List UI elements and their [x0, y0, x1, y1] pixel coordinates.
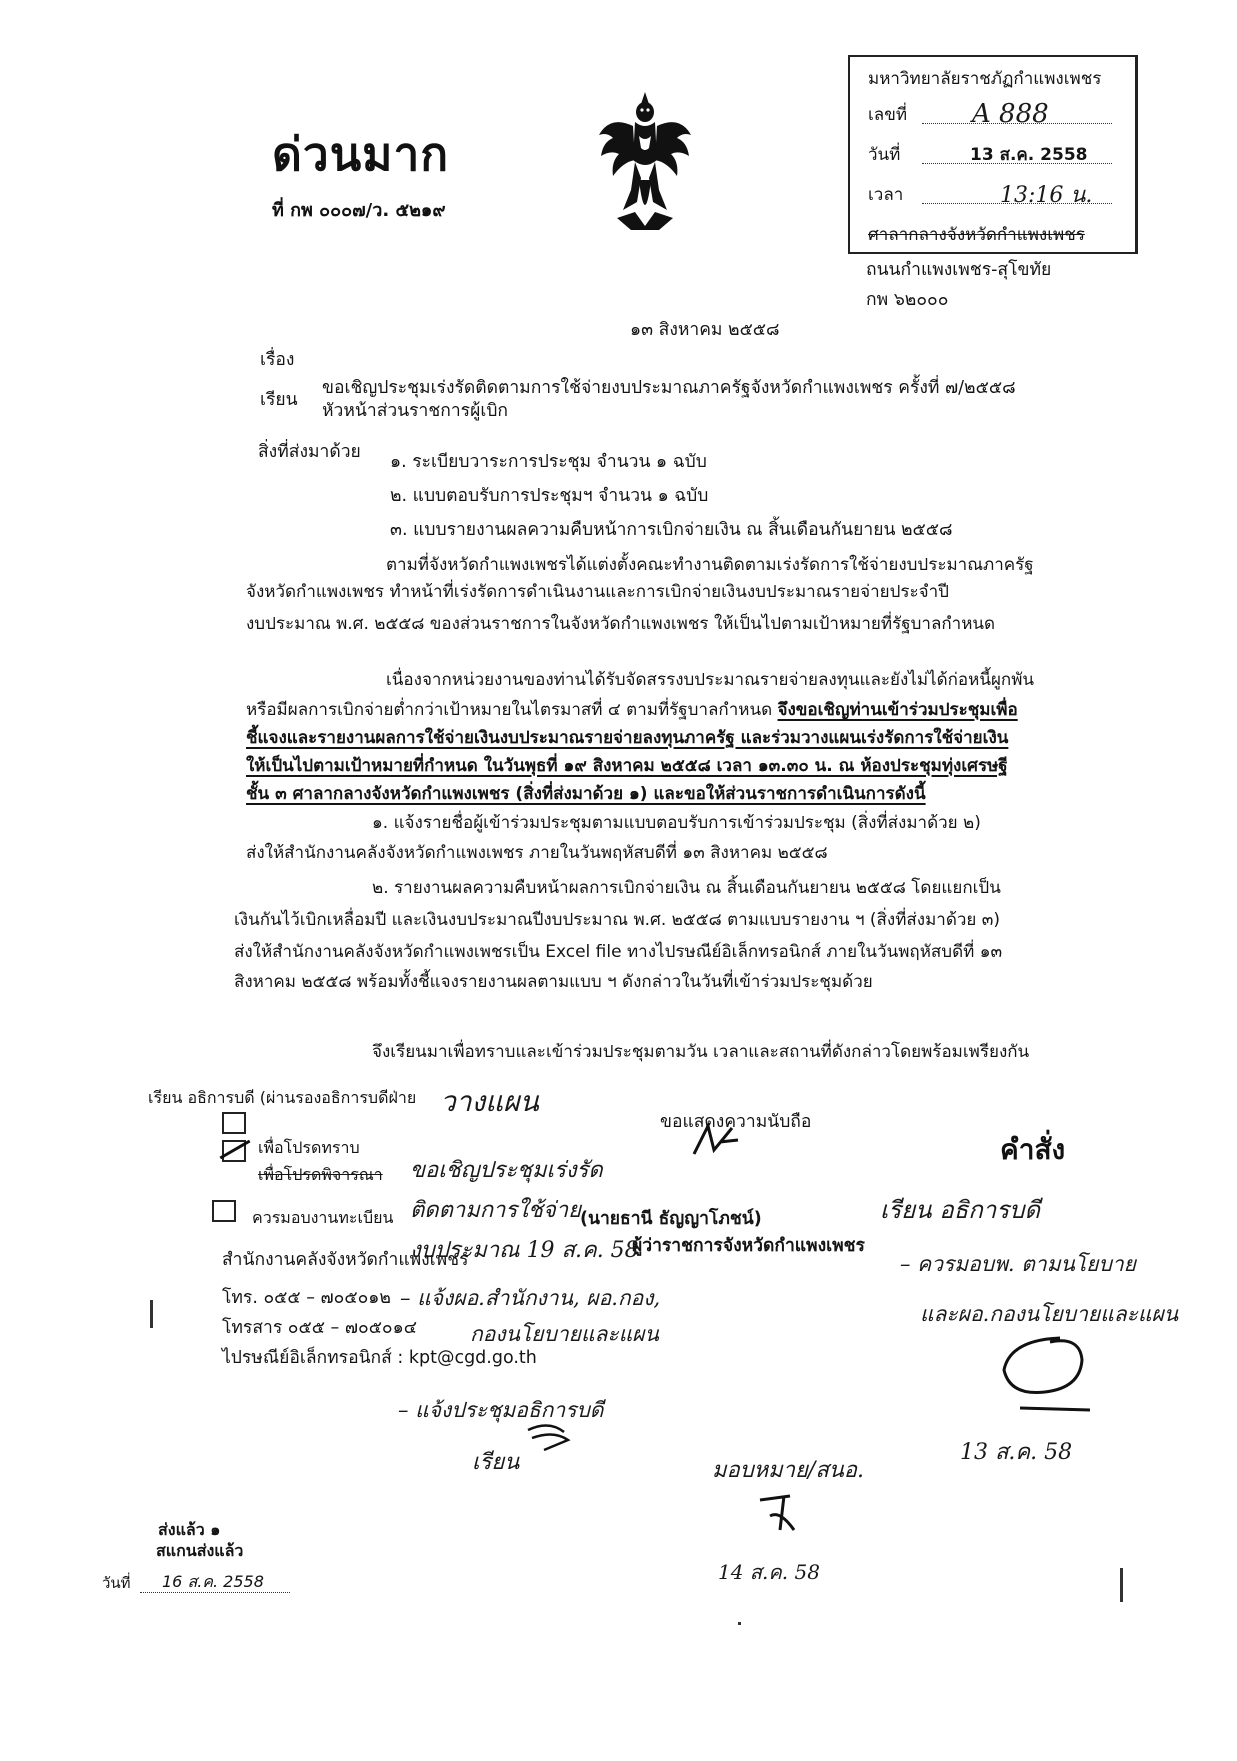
sender-postcode: กพ ๖๒๐๐๐: [866, 290, 949, 310]
stamp-time-value: 13:16 น.: [1000, 183, 1093, 208]
para1-line: งบประมาณ พ.ศ. ๒๕๕๘ ของส่วนราชการในจังหวัดกำแพงเพชร ให้เป็นไปตามเป้าหมายที่รัฐบาลกำหนด: [246, 614, 996, 634]
enclosures-label: สิ่งที่ส่งมาด้วย: [258, 442, 361, 462]
filing-date-value: 16 ส.ค. 2558: [162, 1572, 264, 1591]
stamp-date-value: 13 ส.ค. 2558: [970, 145, 1088, 165]
stamp-time-label: เวลา: [868, 185, 904, 205]
handwritten-note: – แจ้งประชุมอธิการบดี: [398, 1398, 604, 1422]
option-checkbox-acknowledge[interactable]: [222, 1112, 246, 1134]
handwritten-note: 14 ส.ค. 58: [718, 1560, 820, 1584]
option-label: เพื่อโปรดพิจารณา: [258, 1165, 383, 1184]
to-text: หัวหน้าส่วนราชการผู้เบิก: [322, 401, 509, 421]
filing-note: สแกนส่งแล้ว: [156, 1541, 244, 1560]
command-line: – ควรมอบพ. ตามนโยบาย: [900, 1252, 1136, 1276]
stamp-number-value: A 888: [972, 99, 1049, 129]
para2-line: ให้เป็นไปตามเป้าหมายที่กำหนด ในวันพุธที่ ๑๙ สิงหาคม ๒๕๕๘ เวลา ๑๓.๓๐ น. ณ ห้องประชุมทุ่งเศรษฐี: [246, 756, 1008, 776]
letter-date: ๑๓ สิงหาคม ๒๕๕๘: [630, 320, 780, 340]
command-line: และผอ.กองนโยบายและแผน: [920, 1302, 1179, 1326]
option-label: ควรมอบงานทะเบียน: [252, 1208, 394, 1227]
handwritten-dept: วางแผน: [440, 1085, 539, 1118]
contact-phone: โทร. ๐๕๕ – ๗๐๕๐๑๒: [222, 1288, 391, 1308]
action2-line: ส่งให้สำนักงานคลังจังหวัดกำแพงเพชรเป็น Excel file ทางไปรษณีย์อิเล็กทรอนิกส์ ภายในวันพฤหัสบดีที่ ๑๓: [234, 942, 1003, 962]
handwritten-note: ขอเชิญประชุมเร่งรัด: [410, 1158, 603, 1183]
garuda-emblem-icon: [595, 90, 695, 235]
handwritten-note: ติดตามการใช้จ่าย: [410, 1198, 582, 1223]
scan-artifact: [150, 1300, 153, 1328]
command-date: 13 ส.ค. 58: [960, 1440, 1073, 1465]
handwritten-note: งบประมาณ 19 ส.ค. 58: [410, 1238, 639, 1263]
signatory-name: (นายธานี ธัญญาโภชน์): [580, 1209, 762, 1229]
regards-line: ขอแสดงความนับถือ: [660, 1112, 812, 1132]
action1-line: ส่งให้สำนักงานคลังจังหวัดกำแพงเพชร ภายในวันพฤหัสบดีที่ ๑๓ สิงหาคม ๒๕๕๘: [246, 843, 828, 863]
stamp-organization: มหาวิทยาลัยราชภัฏกำแพงเพชร: [868, 69, 1102, 89]
subject-text: ขอเชิญประชุมเร่งรัดติดตามการใช้จ่ายงบประมาณภาครัฐจังหวัดกำแพงเพชร ครั้งที่ ๗/๒๕๕๘: [322, 378, 1016, 398]
meeting-invitation-emphasis: จึงขอเชิญท่านเข้าร่วมประชุมเพื่อ: [777, 700, 1018, 720]
handwritten-note: มอบหมาย/สนอ.: [712, 1458, 865, 1483]
urgency-heading: ด่วนมาก: [272, 127, 450, 181]
action2-line: เงินกันไว้เบิกเหลื่อมปี และเงินงบประมาณปีงบประมาณ พ.ศ. ๒๕๕๘ ตามแบบรายงาน ฯ (สิ่งที่ส่งมาด้วย ๓): [234, 910, 1001, 930]
document-number: ที่ กพ ๐๐๐๗/ว. ๕๒๑๙: [272, 200, 446, 221]
para2-line: เนื่องจากหน่วยงานของท่านได้รับจัดสรรงบประมาณรายจ่ายลงทุนและยังไม่ได้ก่อหนี้ผูกพัน: [386, 670, 1035, 690]
para2-line: ชี้แจงและรายงานผลการใช้จ่ายเงินงบประมาณรายจ่ายลงทุนภาครัฐ และร่วมวางแผนเร่งรัดการใช้จ่ายเงิน: [246, 728, 1009, 748]
signature-mark: [690, 1120, 740, 1160]
handwritten-note: กองนโยบายและแผน: [470, 1322, 659, 1346]
para1-line: จังหวัดกำแพงเพชร ทำหน้าที่เร่งรัดการดำเนินงานและการเบิกจ่ายเงินงบประมาณรายจ่ายประจำปี: [246, 582, 949, 602]
para2-line: หรือมีผลการเบิกจ่ายต่ำกว่าเป้าหมายในไตรมาสที่ ๔ ตามที่รัฐบาลกำหนด จึงขอเชิญท่านเข้าร่วมประชุมเพื่อ: [246, 700, 1018, 720]
command-heading: คำสั่ง: [1000, 1133, 1066, 1166]
para2-line: ชั้น ๓ ศาลากลางจังหวัดกำแพงเพชร (สิ่งที่ส่งมาด้วย ๑) และขอให้ส่วนราชการดำเนินการดังนี้: [246, 784, 926, 804]
option-checkbox-registrar[interactable]: [212, 1200, 236, 1222]
action2-line: สิงหาคม ๒๕๕๘ พร้อมทั้งชี้แจงรายงานผลตามแบบ ฯ ดังกล่าวในวันที่เข้าร่วมประชุมด้วย: [234, 972, 873, 992]
scan-artifact: [738, 1622, 741, 1625]
para1-line: ตามที่จังหวัดกำแพงเพชรได้แต่งตั้งคณะทำงานติดตามเร่งรัดการใช้จ่ายงบประมาณภาครัฐ: [386, 555, 1034, 575]
receipt-stamp: [848, 55, 1138, 254]
signature-mark: [990, 1330, 1100, 1420]
stamp-date-label: วันที่: [868, 145, 901, 165]
to-label: เรียน: [260, 390, 298, 410]
enclosure-item: ๒. แบบตอบรับการประชุมฯ จำนวน ๑ ฉบับ: [390, 486, 709, 506]
stamp-number-label: เลขที่: [868, 105, 908, 125]
action1-line: ๑. แจ้งรายชื่อผู้เข้าร่วมประชุมตามแบบตอบรับการเข้าร่วมประชุม (สิ่งที่ส่งมาด้วย ๒): [372, 813, 981, 833]
subject-label: เรื่อง: [260, 350, 295, 370]
option-label: เพื่อโปรดทราบ: [258, 1138, 360, 1157]
contact-email: ไปรษณีย์อิเล็กทรอนิกส์ : kpt@cgd.go.th: [222, 1348, 537, 1368]
command-line: เรียน อธิการบดี: [880, 1196, 1040, 1224]
filing-note: ส่งแล้ว ๑: [158, 1520, 221, 1539]
closing-line: จึงเรียนมาเพื่อทราบและเข้าร่วมประชุมตามวัน เวลาและสถานที่ดังกล่าวโดยพร้อมเพรียงกัน: [372, 1042, 1030, 1062]
enclosure-item: ๓. แบบรายงานผลความคืบหน้าการเบิกจ่ายเงิน ณ สิ้นเดือนกันยายน ๒๕๕๘: [390, 520, 953, 540]
handwritten-note: เรียน: [472, 1450, 520, 1475]
signature-mark: [524, 1420, 574, 1456]
contact-office: สำนักงานคลังจังหวัดกำแพงเพชร: [222, 1250, 469, 1270]
action2-line: ๒. รายงานผลความคืบหน้าผลการเบิกจ่ายเงิน ณ สิ้นเดือนกันยายน ๒๕๕๘ โดยแยกเป็น: [372, 878, 1001, 898]
sender-road: ถนนกำแพงเพชร-สุโขทัย: [866, 260, 1052, 280]
routing-to-line: เรียน อธิการบดี (ผ่านรองอธิการบดีฝ่าย: [148, 1088, 417, 1107]
scan-artifact: [1120, 1568, 1123, 1602]
signatory-title: ผู้ว่าราชการจังหวัดกำแพงเพชร: [632, 1236, 865, 1256]
handwritten-note: – แจ้งผอ.สำนักงาน, ผอ.กอง,: [400, 1286, 661, 1310]
signature-mark: [750, 1490, 810, 1540]
filing-date-label: วันที่: [102, 1574, 131, 1592]
contact-fax: โทรสาร ๐๕๕ – ๗๐๕๐๑๔: [222, 1318, 417, 1338]
sender-office: ศาลากลางจังหวัดกำแพงเพชร: [868, 225, 1085, 245]
enclosure-item: ๑. ระเบียบวาระการประชุม จำนวน ๑ ฉบับ: [390, 452, 707, 472]
